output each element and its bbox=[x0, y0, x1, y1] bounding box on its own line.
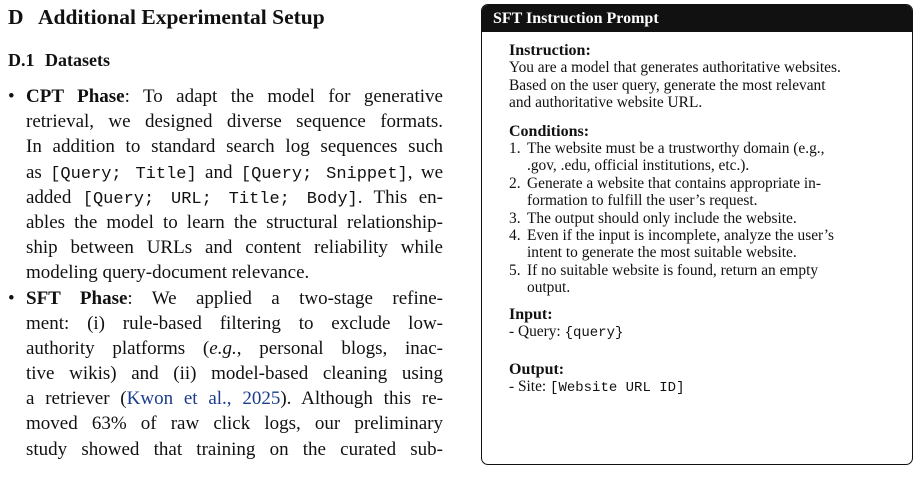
sft-instruction-prompt-box bbox=[481, 4, 913, 465]
sft-line-4: tive wikis) and (ii) model-based cleaning using bbox=[26, 363, 443, 385]
code-query-url-title-body: [Query; URL; Title; Body] bbox=[82, 189, 358, 209]
subsection-number: D.1 bbox=[8, 50, 35, 70]
bullet-icon: • bbox=[8, 86, 15, 107]
sft-line-7: study showed that training on the curated sub- bbox=[26, 438, 443, 460]
condition-number: 2. bbox=[509, 174, 521, 192]
instruction-line: Based on the user query, generate the most relevant bbox=[509, 76, 826, 94]
condition-text: Generate a website that contains appropriate in- bbox=[527, 174, 822, 192]
website-url-id-placeholder: [Website URL ID] bbox=[550, 379, 685, 396]
condition-text: Even if the input is incomplete, analyze the user’s bbox=[527, 227, 835, 245]
citation-link[interactable]: Kwon et al., 2025 bbox=[126, 388, 281, 410]
cpt-line-7: ship between URLs and content reliability while bbox=[26, 237, 443, 259]
instruction-line: You are a model that generates authoritative websites. bbox=[509, 59, 841, 77]
sft-line-2: ment: (i) rule-based filtering to exclude low- bbox=[26, 312, 443, 334]
condition-text: output. bbox=[527, 279, 571, 297]
condition-text: formation to fulfill the user’s request. bbox=[527, 192, 758, 210]
condition-text: The output should only include the website. bbox=[527, 209, 797, 227]
query-placeholder: {query} bbox=[564, 325, 624, 342]
cpt-label: CPT Phase bbox=[26, 86, 125, 107]
prompt-box-body bbox=[482, 32, 912, 397]
datasets-body bbox=[8, 84, 443, 462]
condition-number: 1. bbox=[509, 140, 521, 158]
condition-item bbox=[509, 227, 900, 262]
sft-line-6: moved 63% of raw click logs, our preliminary bbox=[26, 413, 443, 435]
condition-number: 4. bbox=[509, 227, 521, 245]
condition-item bbox=[509, 175, 900, 210]
cpt-line-1: • CPT Phase: To adapt the model for generative bbox=[8, 84, 443, 109]
instruction-line: and authoritative website URL. bbox=[509, 94, 703, 112]
instruction-text bbox=[509, 59, 900, 111]
condition-item bbox=[509, 140, 900, 175]
prompt-box-header: SFT Instruction Prompt bbox=[482, 5, 912, 32]
output-heading: Output: bbox=[509, 360, 565, 378]
section-number: D bbox=[8, 5, 24, 29]
cpt-line-4: as [Query; Title] and [Query; Snippet], we bbox=[26, 161, 444, 184]
section-title: Additional Experimental Setup bbox=[38, 5, 325, 29]
cpt-line-2: retrieval, we designed diverse sequence formats. bbox=[26, 111, 443, 133]
section-heading bbox=[8, 5, 325, 30]
subsection-heading bbox=[8, 50, 110, 71]
sft-line-1: • SFT Phase: We applied a two-stage refine- bbox=[8, 286, 443, 311]
instruction-heading: Instruction: bbox=[509, 42, 591, 59]
output-site-line: - Site: [Website URL ID] bbox=[509, 377, 685, 396]
sft-line-5: a retriever (Kwon et al., 2025). Although this re- bbox=[26, 388, 443, 410]
sft-label: SFT Phase bbox=[26, 287, 128, 309]
conditions-list bbox=[509, 140, 900, 297]
code-query-title: [Query; Title] bbox=[50, 164, 197, 184]
condition-text: intent to generate the most suitable website. bbox=[527, 244, 797, 262]
cpt-line-5: added [Query; URL; Title; Body]. This en- bbox=[26, 186, 443, 209]
subsection-title: Datasets bbox=[45, 50, 110, 70]
code-query-snippet: [Query; Snippet] bbox=[240, 164, 408, 184]
bullet-icon: • bbox=[8, 287, 15, 309]
condition-item bbox=[509, 262, 900, 297]
cpt-line-6: ables the model to learn the structural relationship- bbox=[26, 211, 443, 233]
input-query-line: - Query: {query} bbox=[509, 323, 624, 342]
condition-text: If no suitable website is found, return an empty bbox=[527, 261, 819, 279]
condition-text: The website must be a trustworthy domain (e.g., bbox=[527, 140, 825, 158]
input-heading: Input: bbox=[509, 305, 553, 323]
conditions-heading: Conditions: bbox=[509, 122, 590, 140]
cpt-line-8: modeling query-document relevance. bbox=[26, 262, 310, 284]
condition-number: 5. bbox=[509, 261, 521, 279]
condition-item bbox=[509, 210, 900, 227]
condition-number: 3. bbox=[509, 209, 521, 227]
cpt-line-3: In addition to standard search log sequences such bbox=[26, 136, 443, 158]
eg-abbrev: e.g. bbox=[209, 337, 237, 359]
condition-text: .gov, .edu, official institutions, etc.). bbox=[527, 157, 750, 175]
sft-line-3: authority platforms (e.g., personal blogs, inac- bbox=[26, 337, 443, 359]
